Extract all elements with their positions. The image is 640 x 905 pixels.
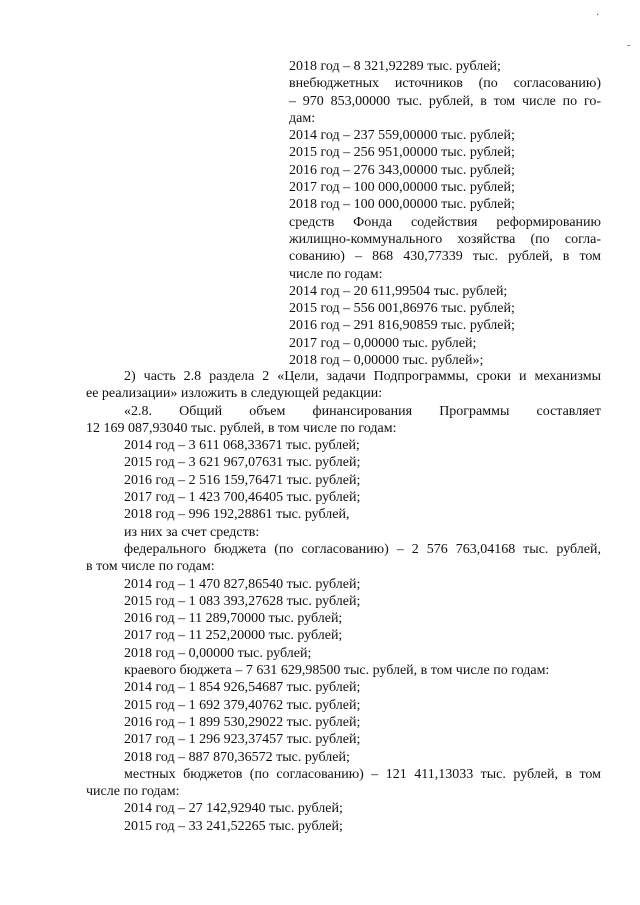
text-line: внебюджетных источников (по согласованию) (289, 76, 601, 92)
text-line: – 970 853,00000 тыс. рублей, в том числе по го- (289, 93, 601, 109)
year-line: 2016 год – 11 289,70000 тыс. рублей; (124, 611, 343, 627)
year-line: 2017 год – 1 423 700,46405 тыс. рублей; (124, 490, 361, 506)
text-line: 2015 год – 256 951,00000 тыс. рублей; (289, 145, 515, 161)
scan-mark: - (627, 40, 631, 51)
paragraph-line: краевого бюджета – 7 631 629,98500 тыс. рублей, в том числе по годам: (124, 663, 550, 679)
text-line: сованию) – 868 430,77339 тыс. рублей, в том (289, 249, 601, 265)
paragraph-line: из них за счет средств: (124, 524, 260, 540)
year-line: 2014 год – 3 611 068,33671 тыс. рублей; (124, 438, 360, 454)
year-line: 2017 год – 1 296 923,37457 тыс. рублей; (124, 732, 361, 748)
text-line: 2014 год – 237 559,00000 тыс. рублей; (289, 128, 515, 144)
text-line: 2014 год – 20 611,99504 тыс. рублей; (289, 283, 508, 299)
scan-mark: · (596, 10, 600, 21)
year-line: 2016 год – 2 516 159,76471 тыс. рублей; (124, 472, 361, 488)
text-line: числе по годам: (289, 266, 383, 282)
year-line: 2017 год – 11 252,20000 тыс. рублей; (124, 628, 343, 644)
text-line: 2017 год – 100 000,00000 тыс. рублей; (289, 180, 515, 196)
text-line: 2018 год – 100 000,00000 тыс. рублей; (289, 197, 515, 213)
year-line: 2015 год – 3 621 967,07631 тыс. рублей; (124, 455, 361, 471)
year-line: 2015 год – 33 241,52265 тыс. рублей; (124, 818, 343, 834)
text-line: 2015 год – 556 001,86976 тыс. рублей; (289, 301, 515, 317)
paragraph-line: федерального бюджета (по согласованию) – 2 576 763,04168 тыс. рублей, (124, 541, 601, 557)
year-line: 2015 год – 1 083 393,27628 тыс. рублей; (124, 593, 361, 609)
text-line: средств Фонда содействия реформированию (289, 214, 601, 230)
paragraph-line: «2.8. Общий объем финансирования Программы составляет (124, 403, 601, 419)
year-line: 2014 год – 1 470 827,86540 тыс. рублей; (124, 576, 361, 592)
text-line: 2018 год – 8 321,92289 тыс. рублей; (289, 59, 501, 74)
paragraph-line: числе по годам: (86, 784, 180, 800)
paragraph-line: в том числе по годам: (86, 559, 215, 575)
year-line: 2015 год – 1 692 379,40762 тыс. рублей; (124, 697, 361, 713)
text-line: дам: (289, 110, 316, 126)
paragraph-line: 12 169 087,93040 тыс. рублей, в том числе по годам: (86, 420, 397, 436)
paragraph-line: 2) часть 2.8 раздела 2 «Цели, задачи Подпрограммы, сроки и механизмы (124, 369, 601, 384)
text-line: 2016 год – 276 343,00000 тыс. рублей; (289, 162, 515, 178)
text-line: жилищно-коммунального хозяйства (по согла- (289, 231, 601, 247)
right-column-continuation (289, 58, 601, 369)
paragraph-line: местных бюджетов (по согласованию) – 121 411,13033 тыс. рублей, в том (124, 766, 601, 782)
year-line: 2018 год – 996 192,28861 тыс. рублей, (124, 507, 350, 523)
main-text (86, 368, 601, 835)
text-line: 2017 год – 0,00000 тыс. рублей; (289, 335, 477, 351)
year-line: 2018 год – 887 870,36572 тыс. рублей; (124, 749, 350, 765)
text-line: 2016 год – 291 816,90859 тыс. рублей; (289, 318, 515, 334)
year-line: 2016 год – 1 899 530,29022 тыс. рублей; (124, 714, 361, 730)
paragraph-line: ее реализации» изложить в следующей редакции: (86, 386, 383, 402)
year-line: 2014 год – 27 142,92940 тыс. рублей; (124, 801, 343, 817)
year-line: 2018 год – 0,00000 тыс. рублей; (124, 645, 312, 661)
year-line: 2014 год – 1 854 926,54687 тыс. рублей; (124, 680, 361, 696)
text-line: 2018 год – 0,00000 тыс. рублей»; (289, 353, 484, 369)
